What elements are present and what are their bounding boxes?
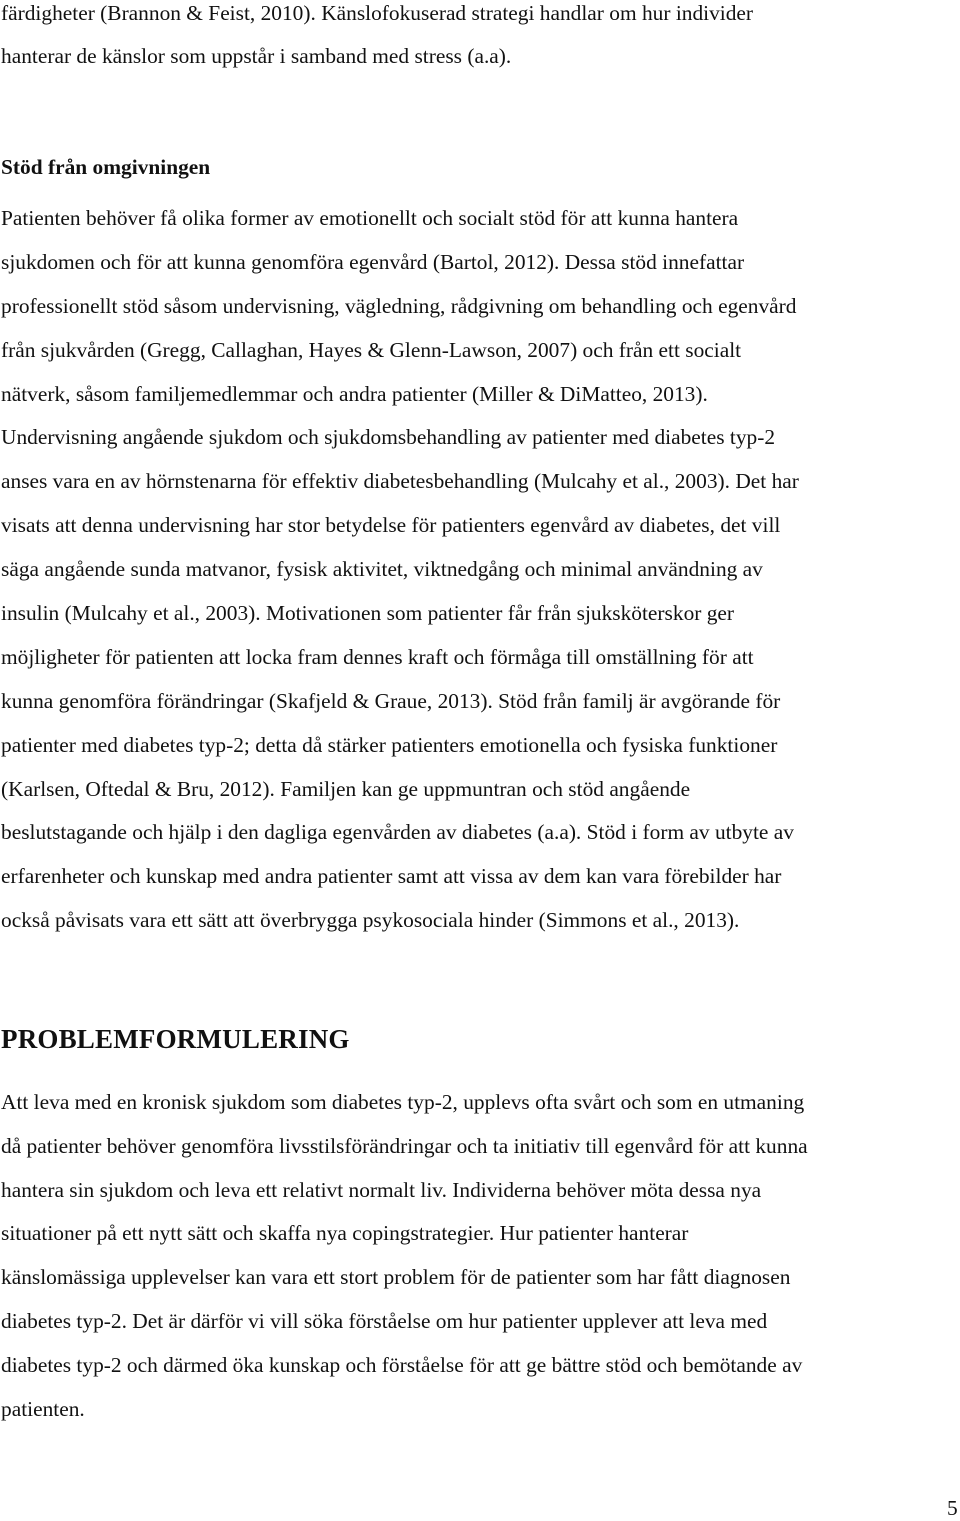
paragraph-line: diabetes typ-2 och därmed öka kunskap och förståelse för att ge bättre stöd och bemötande av [1, 1353, 803, 1377]
paragraph-line: professionellt stöd såsom undervisning, vägledning, rådgivning om behandling och egenvård [1, 294, 797, 318]
intro-line: hanterar de känslor som uppstår i samband med stress (a.a). [1, 44, 512, 68]
paragraph-line: patienter med diabetes typ-2; detta då stärker patienters emotionella och fysiska funktioner [1, 733, 778, 757]
paragraph-line: patienten. [1, 1397, 85, 1421]
paragraph-line: beslutstagande och hjälp i den dagliga egenvården av diabetes (a.a). Stöd i form av utbyte av [1, 820, 794, 844]
paragraph-line: då patienter behöver genomföra livsstilsförändringar och ta initiativ till egenvård för att kunna [1, 1134, 808, 1158]
paragraph-line: sjukdomen och för att kunna genomföra egenvård (Bartol, 2012). Dessa stöd innefattar [1, 250, 745, 274]
intro-line: färdigheter (Brannon & Feist, 2010). Känslofokuserad strategi handlar om hur individer [1, 1, 754, 25]
paragraph-line: anses vara en av hörnstenarna för effektiv diabetesbehandling (Mulcahy et al., 2003). Det har [1, 469, 799, 493]
section-heading: PROBLEMFORMULERING [1, 1024, 350, 1054]
paragraph-line: (Karlsen, Oftedal & Bru, 2012). Familjen kan ge uppmuntran och stöd angående [1, 777, 691, 801]
paragraph-line: hantera sin sjukdom och leva ett relativt normalt liv. Individerna behöver möta dessa nya [1, 1178, 762, 1202]
paragraph-line: kunna genomföra förändringar (Skafjeld & Graue, 2013). Stöd från familj är avgörande för [1, 689, 781, 713]
page-number: 5 [947, 1496, 958, 1520]
paragraph-line: från sjukvården (Gregg, Callaghan, Hayes & Glenn-Lawson, 2007) och från ett socialt [1, 338, 742, 362]
paragraph-line: diabetes typ-2. Det är därför vi vill söka förståelse om hur patienter upplever att leva med [1, 1309, 768, 1333]
paragraph-line: visats att denna undervisning har stor betydelse för patienters egenvård av diabetes, det vill [1, 513, 781, 537]
section-subheading: Stöd från omgivningen [1, 155, 211, 179]
paragraph-line: säga angående sunda matvanor, fysisk aktivitet, viktnedgång och minimal användning av [1, 557, 763, 581]
paragraph-line: situationer på ett nytt sätt och skaffa nya copingstrategier. Hur patienter hanterar [1, 1221, 689, 1245]
paragraph-line: möjligheter för patienten att locka fram dennes kraft och förmåga till omställning för att [1, 645, 754, 669]
paragraph-line: Undervisning angående sjukdom och sjukdomsbehandling av patienter med diabetes typ-2 [1, 425, 776, 449]
paragraph-line: Patienten behöver få olika former av emotionellt och socialt stöd för att kunna hantera [1, 206, 739, 230]
paragraph-line: också påvisats vara ett sätt att överbrygga psykosociala hinder (Simmons et al., 2013). [1, 908, 740, 932]
paragraph-line: Att leva med en kronisk sjukdom som diabetes typ-2, upplevs ofta svårt och som en utmaning [1, 1090, 805, 1114]
paragraph-line: erfarenheter och kunskap med andra patienter samt att vissa av dem kan vara förebilder har [1, 864, 782, 888]
paragraph-line: nätverk, såsom familjemedlemmar och andra patienter (Miller & DiMatteo, 2013). [1, 382, 708, 406]
paragraph-line: insulin (Mulcahy et al., 2003). Motivationen som patienter får från sjuksköterskor ger [1, 601, 735, 625]
paragraph-line: känslomässiga upplevelser kan vara ett stort problem för de patienter som har fått diagnosen [1, 1265, 791, 1289]
